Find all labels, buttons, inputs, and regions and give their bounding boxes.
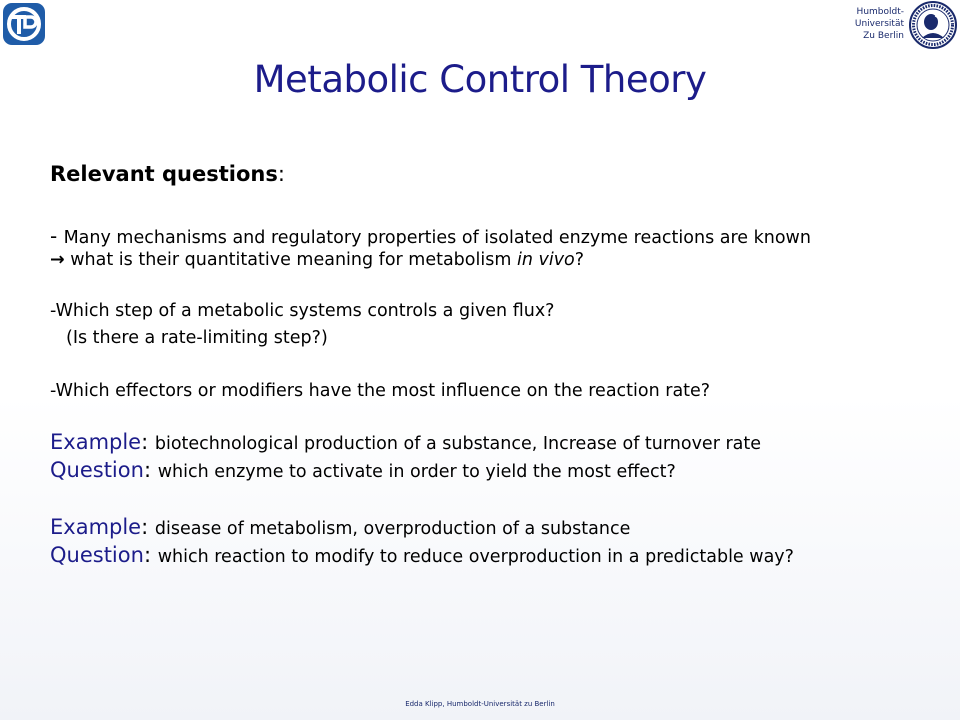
example-2 (50, 515, 630, 539)
footer-credit: Edda Klipp, Humboldt-Universität zu Berlin (405, 700, 555, 708)
arrow-right-icon: → (50, 250, 65, 270)
institution-line-1: Humboldt- (856, 7, 904, 17)
bullet-1b (50, 250, 584, 270)
question-2-keyword: Question (50, 543, 144, 567)
institution-line-2: Universität (854, 19, 904, 29)
question-1-keyword: Question (50, 458, 144, 482)
example-2-text: disease of metabolism, overproduction of a substance (154, 519, 631, 539)
question-1-text: which enzyme to activate in order to yield the most effect? (157, 462, 676, 482)
section-heading (50, 162, 285, 186)
example-2-colon: : (141, 515, 155, 539)
bullet-1-dash: - (50, 224, 64, 248)
question-1 (50, 458, 676, 482)
bullet-1b-text: what is their quantitative meaning for metabolism (64, 250, 517, 270)
question-2-text: which reaction to modify to reduce overproduction in a predictable way? (157, 547, 794, 567)
example-2-keyword: Example (50, 515, 142, 539)
bullet-1b-end: ? (574, 250, 585, 270)
question-2-colon: : (143, 543, 158, 567)
tbp-logo-icon (3, 3, 45, 45)
bullet-3: -Which effectors or modifiers have the most influence on the reaction rate? (50, 381, 711, 401)
example-1 (50, 430, 761, 454)
bullet-2b: (Is there a rate-limiting step?) (66, 328, 328, 348)
section-heading-colon: : (277, 162, 285, 186)
humboldt-seal-icon (908, 0, 958, 50)
example-1-colon: : (141, 430, 155, 454)
example-1-keyword: Example (50, 430, 142, 454)
slide-content (50, 160, 960, 600)
section-heading-text: Relevant questions (50, 162, 278, 186)
question-1-colon: : (143, 458, 158, 482)
slide-title: Metabolic Control Theory (253, 58, 707, 101)
institution-line-3: Zu Berlin (863, 31, 904, 41)
bullet-1 (50, 224, 811, 248)
question-2 (50, 543, 794, 567)
bullet-1b-italic: in vivo (516, 250, 575, 270)
bullet-2: -Which step of a metabolic systems controls a given flux? (50, 301, 555, 321)
institution-name (784, 6, 904, 42)
bullet-1-text: Many mechanisms and regulatory properties of isolated enzyme reactions are known (63, 228, 811, 248)
example-1-text: biotechnological production of a substance, Increase of turnover rate (154, 434, 761, 454)
